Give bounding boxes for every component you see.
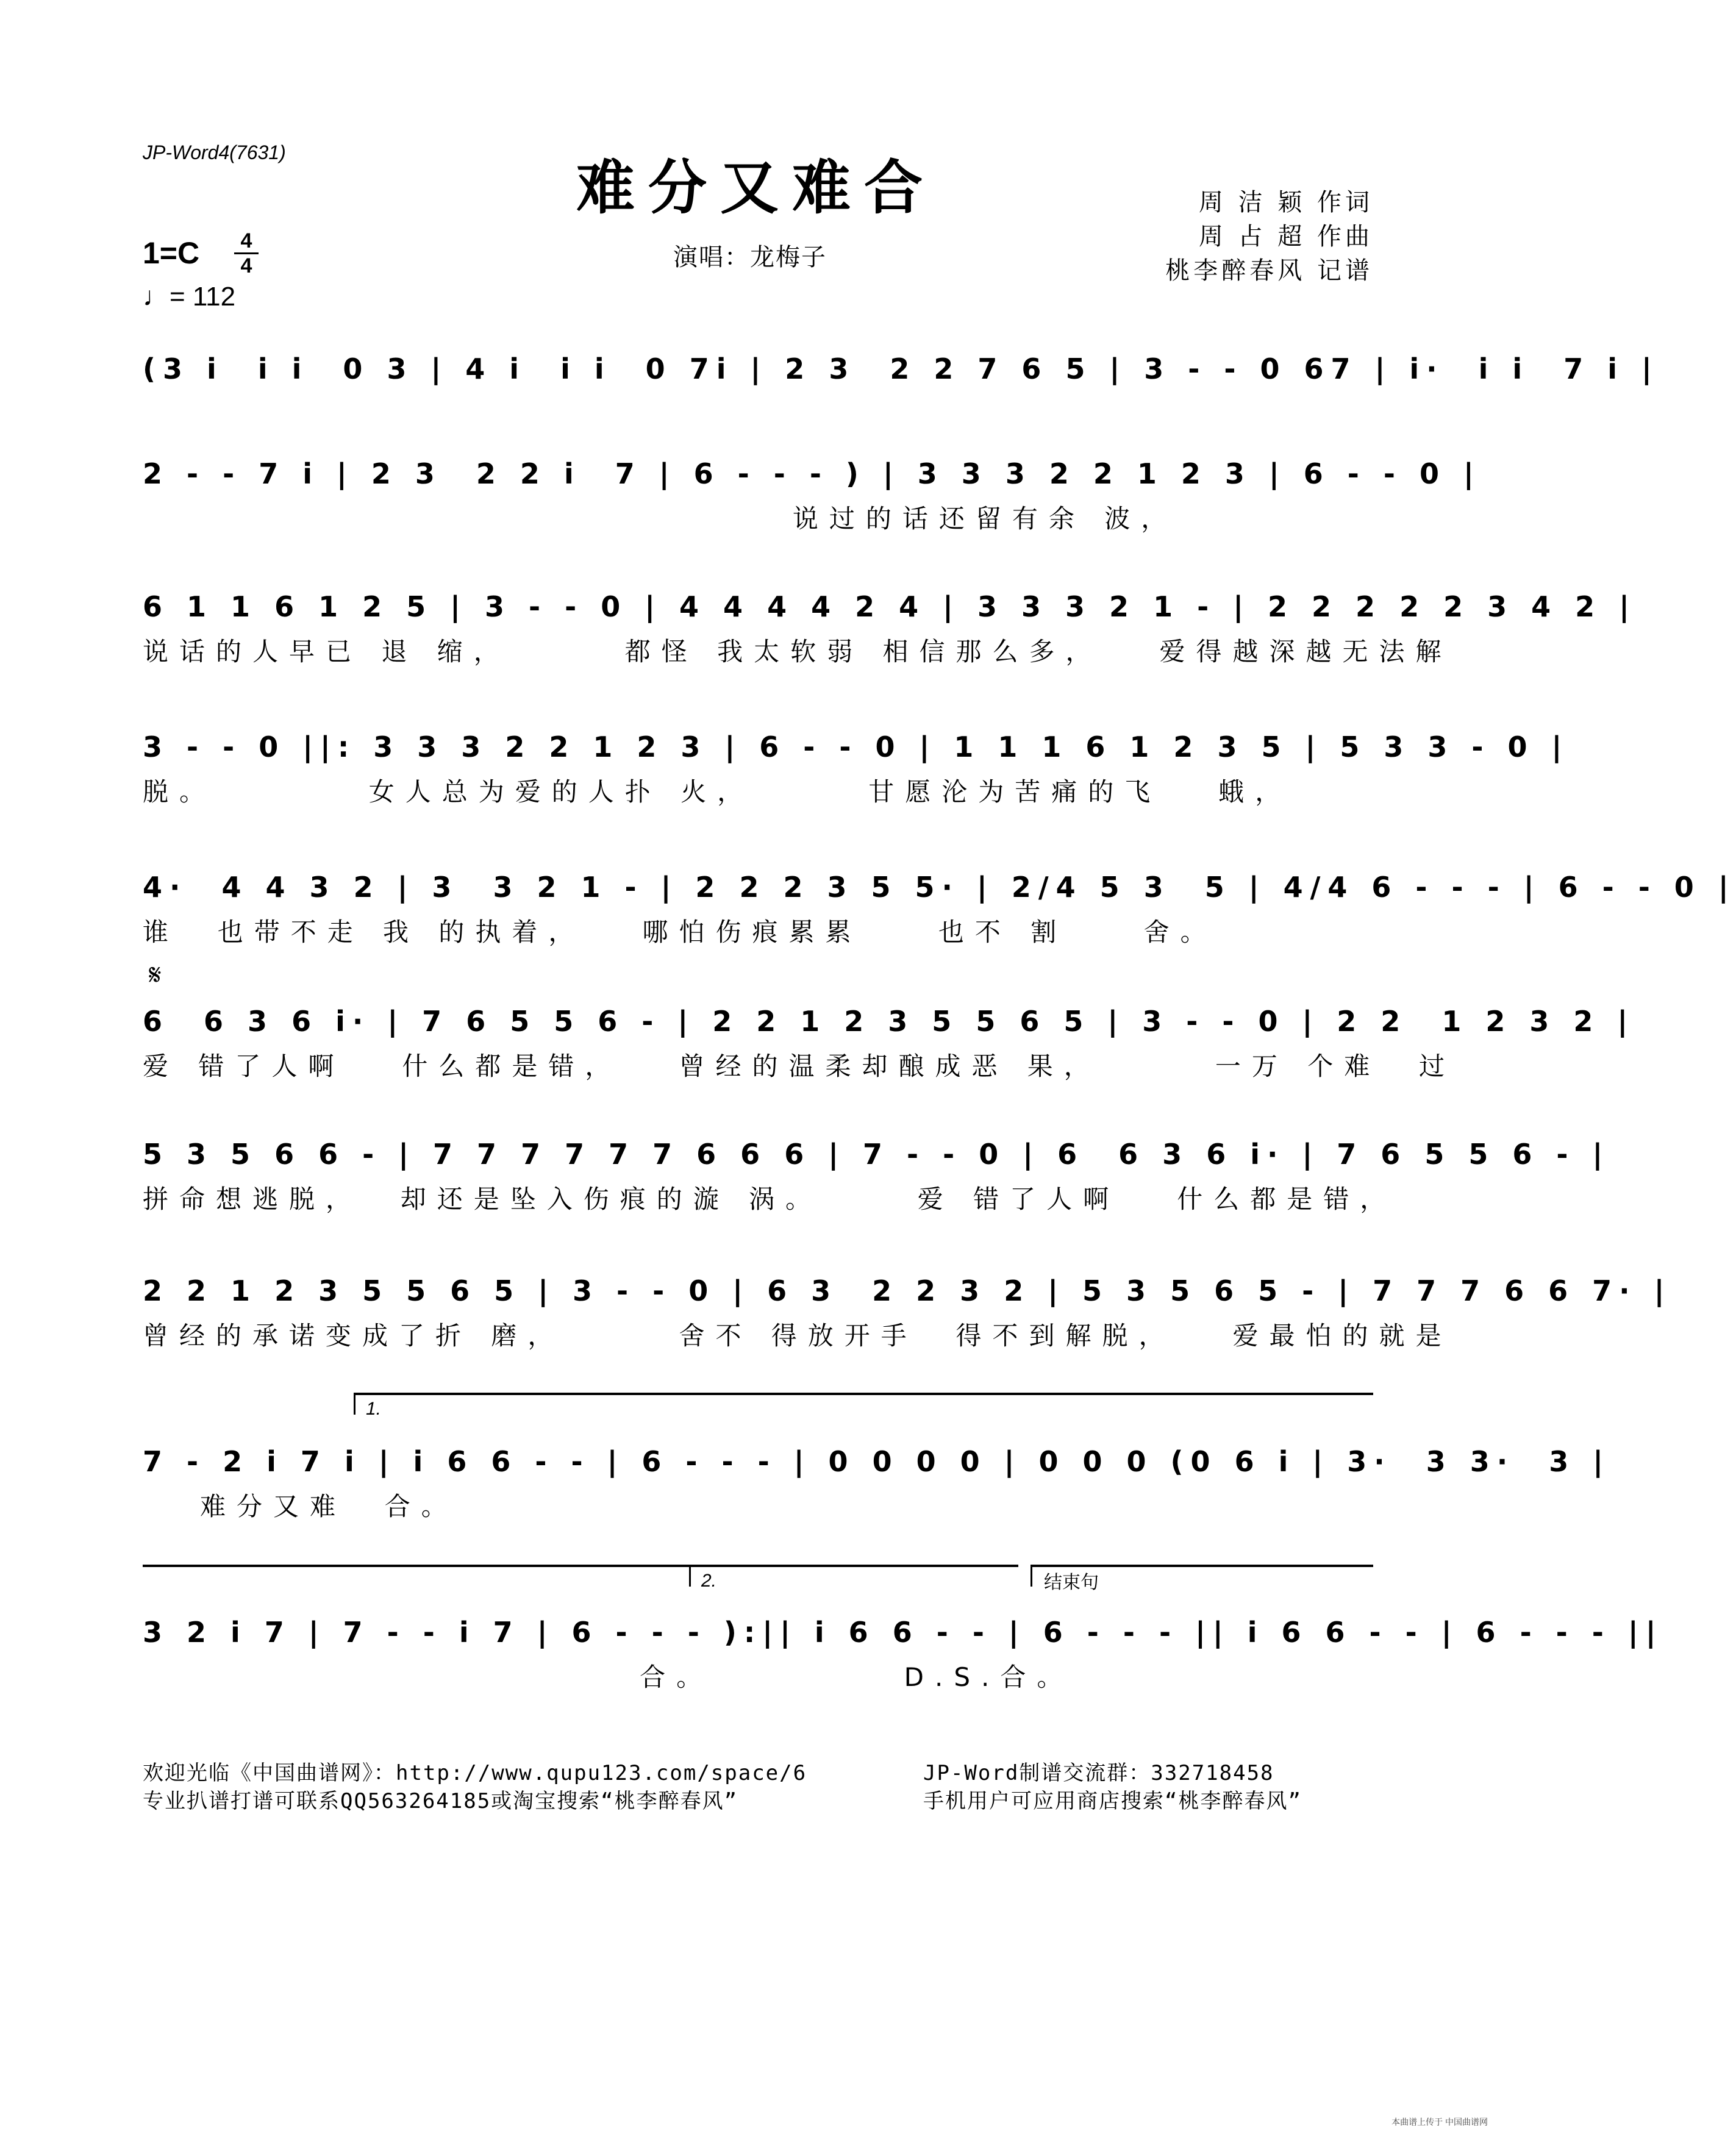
notes: 5 3 5 6 6 - | 7 7 7 7 7 7 6 6 6 | 7 - - 0 | 6 6 3 6 i· | 7 6 5 5 6 - |: [143, 1138, 1610, 1171]
tempo-mark: ♩= 112: [143, 282, 236, 312]
lyrics: 爱 错了人啊 什么都是错， 曾经的温柔却酿成恶 果， 一万 个难 过: [143, 1051, 1456, 1081]
staff-row-7: [143, 1133, 1610, 1249]
volta-1-label: 1.: [366, 1399, 382, 1419]
footer-site-link: 欢迎光临《中国曲谱网》：http://www.qupu123.com/space/6: [143, 1761, 807, 1785]
ending-label: 结束句: [1044, 1573, 1099, 1593]
volta-2-label: 2.: [701, 1571, 717, 1591]
staff-row-2: [143, 452, 1481, 568]
lyrics: 拼命想逃脱， 却还是坠入伤痕的漩 涡。 爱 错了人啊 什么都是错，: [143, 1184, 1397, 1214]
lyrics: 说话的人早已 退 缩， 都怪 我太软弱 相信那么多， 爱得越深越无法解: [143, 637, 1452, 666]
staff-row-3: [143, 585, 1637, 701]
staff-row-1: [143, 348, 1659, 463]
volta-2-line: [689, 1565, 1018, 1567]
notes: 3 2 i 7 | 7 - - i 7 | 6 - - - ):|| i 6 6 - - | 6 - - - || i 6 6 - - | 6 - - - ||: [143, 1616, 1663, 1649]
notes: (3 i i i 0 3 | 4 i i i 0 7i | 2 3 2 2 7 6 5 | 3 - - 0 67 | i· i i 7 i |: [143, 352, 1659, 385]
lyrics: 谁 也带不走 我 的执着， 哪怕伤痕累累 也不 割 舍。: [143, 917, 1217, 947]
notes: 2 2 1 2 3 5 5 6 5 | 3 - - 0 | 6 3 2 2 3 2 | 5 3 5 6 5 - | 7 7 7 6 6 7· |: [143, 1274, 1672, 1307]
singer-label: 演唱：龙梅子: [673, 244, 827, 271]
corner-watermark: 本曲谱上传于 中国曲谱网: [1391, 2117, 1488, 2127]
time-signature: [234, 230, 259, 276]
lyricist-credit: 周 洁 颖 作词: [1198, 188, 1373, 216]
notes: 6 6 3 6 i· | 7 6 5 5 6 - | 2 2 1 2 3 5 5 6 5 | 3 - - 0 | 2 2 1 2 3 2 |: [143, 1005, 1635, 1038]
staff-row-9: [143, 1440, 1611, 1556]
volta-1-line: [354, 1393, 1373, 1395]
lyrics: 难分又难 合。: [143, 1491, 458, 1521]
staff-row-8: [143, 1269, 1672, 1385]
notes: 6 1 1 6 1 2 5 | 3 - - 0 | 4 4 4 4 2 4 | 3 3 3 2 1 - | 2 2 2 2 2 3 4 2 |: [143, 590, 1637, 623]
notes: 3 - - 0 ||: 3 3 3 2 2 1 2 3 | 6 - - 0 | 1 1 1 6 1 2 3 5 | 5 3 3 - 0 |: [143, 730, 1570, 763]
song-title: 难分又难合: [576, 153, 936, 222]
volta-2-line-left: [143, 1565, 691, 1567]
footer-group: JP-Word制谱交流群：332718458: [923, 1761, 1274, 1785]
footer-contact: 专业扒谱打谱可联系QQ563264185或淘宝搜索“桃李醉春风”: [143, 1789, 738, 1813]
lyrics: 说过的话还留有余 波，: [143, 504, 1178, 534]
staff-row-10: [143, 1611, 1663, 1727]
notes: 7 - 2 i 7 i | i 6 6 - - | 6 - - - | 0 0 0 0 | 0 0 0 (0 6 i | 3· 3 3· 3 |: [143, 1445, 1611, 1478]
ending-hook: [1031, 1565, 1032, 1587]
footer-app: 手机用户可应用商店搜索“桃李醉春风”: [923, 1789, 1302, 1813]
staff-row-5: [143, 866, 1736, 982]
transcriber-credit: 桃李醉春风 记谱: [1165, 257, 1373, 285]
lyrics: 脱。 女人总为爱的人扑 火， 甘愿沦为苦痛的飞 蛾，: [143, 777, 1292, 807]
lyrics: 曾经的承诺变成了折 磨， 舍不 得放开手 得不到解脱， 爱最怕的就是: [143, 1321, 1452, 1351]
segno-sign: 𝄋: [149, 959, 162, 991]
time-signature-top: 4: [240, 229, 252, 252]
volta-2-hook: [689, 1565, 691, 1587]
key-signature: 1=C: [143, 236, 200, 270]
staff-row-6: [143, 1000, 1635, 1116]
notes: 2 - - 7 i | 2 3 2 2 i 7 | 6 - - - ) | 3 3 3 2 2 1 2 3 | 6 - - 0 |: [143, 457, 1481, 490]
software-label: JP-Word4(7631): [143, 141, 286, 163]
staff-row-4: [143, 726, 1570, 841]
notes: 4· 4 4 3 2 | 3 3 2 1 - | 2 2 2 3 5 5· | 2/4 5 3 5 | 4/4 6 - - - | 6 - - 0 |: [143, 871, 1736, 904]
composer-credit: 周 占 超 作曲: [1198, 223, 1373, 251]
time-signature-bottom: 4: [240, 254, 252, 277]
lyrics: 合。 D.S.合。: [143, 1662, 1074, 1692]
volta-1-hook: [354, 1393, 355, 1415]
